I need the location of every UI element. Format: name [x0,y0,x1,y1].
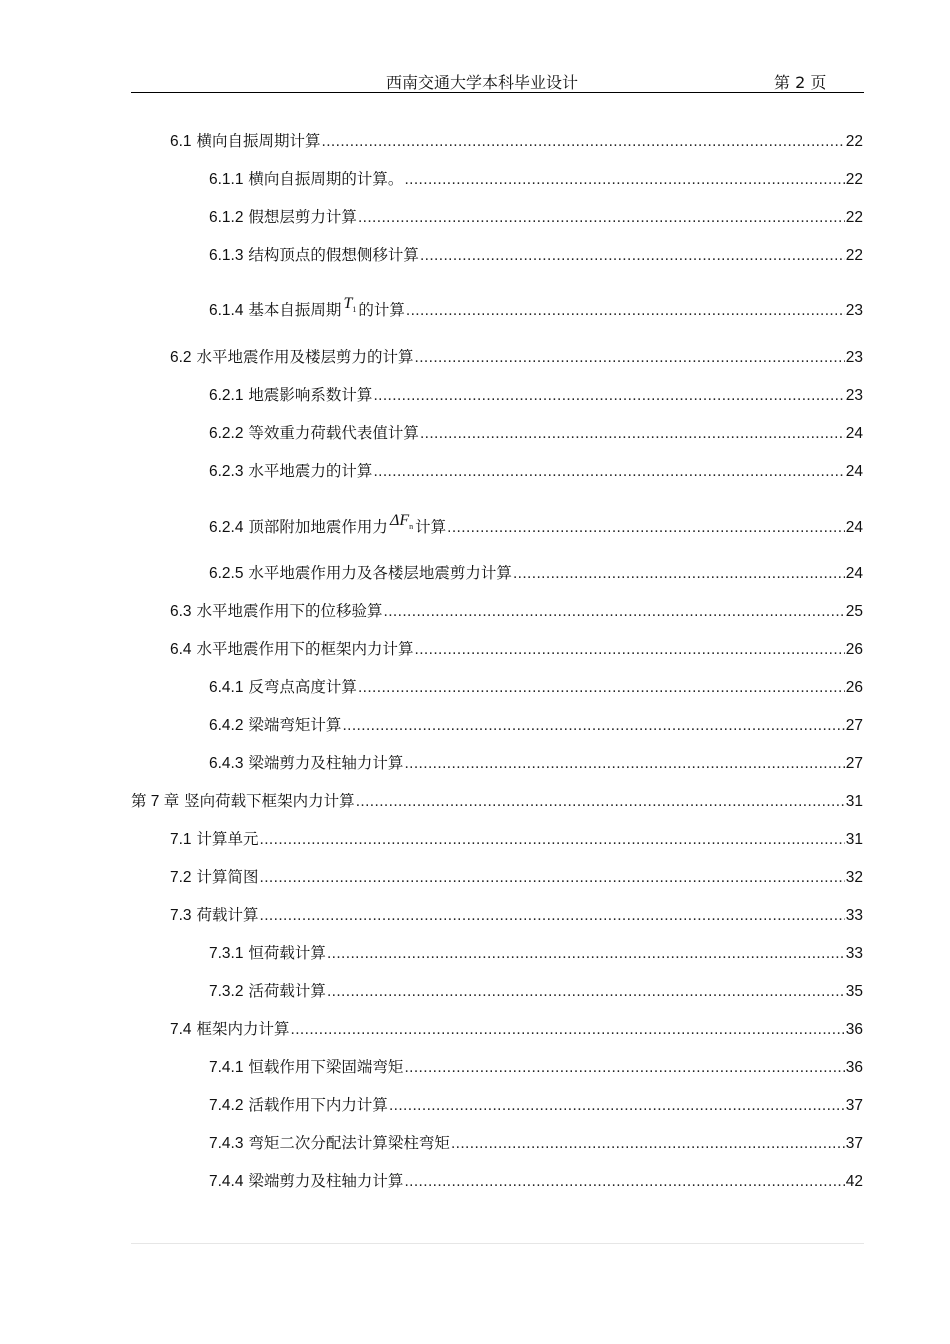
toc-entry-number: 6.1.4 [209,302,244,319]
toc-entry-label: 横向自振周期的计算。 [248,170,404,188]
toc-entry-label: 计算简图 [196,868,259,886]
toc-entry-page-number: 42 [845,1173,863,1190]
toc-entry-page-number: 33 [845,907,863,924]
toc-entry-number: 7.4.2 [209,1097,244,1114]
toc-entry-number: 6.1.2 [209,209,244,226]
toc-entry-label: 基本自振周期 [248,301,342,319]
toc-entry-label: 恒载作用下梁固端弯矩 [248,1058,404,1076]
header-page-number: 第 2 页 [774,73,827,92]
toc-entry[interactable] [170,599,863,621]
toc-entry-dot-leader [358,679,845,697]
toc-entry[interactable] [209,383,863,405]
toc-entry-dot-leader [327,983,845,1001]
toc-entry-page-number: 22 [845,133,863,150]
toc-entry[interactable] [209,512,863,537]
toc-entry-dot-leader [447,519,845,537]
toc-entry-number: 7.3.2 [209,983,244,1000]
toc-entry-number: 第 7 章 [131,793,180,810]
toc-entry-number: 7.4.4 [209,1173,244,1190]
toc-entry-number: 6.4.2 [209,717,244,734]
toc-entry-page-number: 22 [845,247,863,264]
toc-entry-number: 6.1.1 [209,171,244,188]
toc-entry-label: 顶部附加地震作用力 [248,518,388,536]
toc-entry[interactable] [170,827,863,849]
toc-entry[interactable] [209,1169,863,1191]
toc-entry[interactable] [209,675,863,697]
toc-entry[interactable] [209,205,863,227]
toc-entry-dot-leader [513,565,845,583]
toc-entry-dot-leader [384,603,845,621]
toc-entry[interactable] [170,865,863,887]
toc-entry-label: 恒荷载计算 [248,944,326,962]
toc-entry-label: 弯矩二次分配法计算梁柱弯矩 [248,1134,450,1152]
toc-entry-dot-leader [356,793,845,811]
toc-entry[interactable] [170,129,863,151]
toc-entry-dot-leader [415,641,845,659]
toc-entry-label: 活荷载计算 [248,982,326,1000]
toc-entry[interactable] [209,421,863,443]
toc-entry-page-number: 35 [845,983,863,1000]
toc-entry-page-number: 25 [845,603,863,620]
toc-entry-number: 6.2.2 [209,425,244,442]
toc-entry-dot-leader [260,869,845,887]
toc-entry-label: 荷载计算 [196,906,259,924]
toc-entry[interactable] [209,979,863,1001]
toc-entry-dot-leader [451,1135,845,1153]
toc-entry-number: 6.2.3 [209,463,244,480]
toc-entry-page-number: 31 [845,793,863,810]
toc-entry-page-number: 32 [845,869,863,886]
toc-entry-dot-leader [415,349,845,367]
toc-entry[interactable] [170,903,863,925]
toc-entry-dot-leader [291,1021,845,1039]
toc-entry-page-number: 36 [845,1059,863,1076]
toc-entry-page-number: 23 [845,387,863,404]
toc-entry-dot-leader [260,831,845,849]
toc-entry-dot-leader [404,1059,844,1077]
toc-entry-number: 6.2 [170,349,192,366]
toc-entry-dot-leader [404,1173,844,1191]
toc-entry-number: 6.1 [170,133,192,150]
toc-entry-number: 7.3.1 [209,945,244,962]
toc-entry[interactable] [209,295,863,320]
toc-entry-page-number: 22 [845,209,863,226]
toc-entry-label: 梁端剪力及柱轴力计算 [248,754,404,772]
toc-entry[interactable] [170,1017,863,1039]
toc-entry-label: 竖向荷载下框架内力计算 [184,792,355,810]
toc-entry-number: 7.1 [170,831,192,848]
toc-entry-math-symbol: $T_1$ [343,295,357,315]
toc-entry-number: 6.4.1 [209,679,244,696]
toc-entry-dot-leader [389,1097,845,1115]
toc-entry[interactable] [209,167,863,189]
toc-entry-number: 6.1.3 [209,247,244,264]
toc-entry-label-suffix: 的计算 [358,301,405,319]
toc-entry-number: 6.2.5 [209,565,244,582]
toc-entry-page-number: 26 [845,679,863,696]
toc-entry[interactable] [131,789,863,811]
toc-entry-label: 假想层剪力计算 [248,208,357,226]
toc-entry-page-number: 24 [845,519,863,536]
toc-entry-dot-leader [342,717,844,735]
toc-entry-label: 水平地震作用下的位移验算 [196,602,383,620]
toc-entry-label: 水平地震力的计算 [248,462,373,480]
toc-entry[interactable] [209,459,863,481]
toc-entry[interactable] [209,1093,863,1115]
page-header [131,70,864,93]
toc-entry-page-number: 33 [845,945,863,962]
toc-entry-label: 反弯点高度计算 [248,678,357,696]
toc-entry-number: 7.2 [170,869,192,886]
toc-entry-dot-leader [420,247,845,265]
toc-entry-number: 6.4.3 [209,755,244,772]
toc-entry-dot-leader [358,209,845,227]
toc-entry-dot-leader [404,755,844,773]
toc-entry-dot-leader [406,302,845,320]
toc-entry-dot-leader [420,425,845,443]
toc-entry[interactable] [209,561,863,583]
toc-entry-dot-leader [404,171,844,189]
toc-entry-page-number: 24 [845,565,863,582]
toc-entry-label: 水平地震作用下的框架内力计算 [196,640,414,658]
toc-entry-page-number: 22 [845,171,863,188]
toc-entry-page-number: 24 [845,425,863,442]
toc-entry-dot-leader [260,907,845,925]
toc-entry-label: 水平地震作用力及各楼层地震剪力计算 [248,564,512,582]
toc-entry-math-symbol: $\Delta F_n$ [389,512,414,532]
toc-entry-label: 框架内力计算 [196,1020,290,1038]
toc-entry-number: 7.3 [170,907,192,924]
toc-entry-label: 梁端弯矩计算 [248,716,342,734]
toc-entry-page-number: 37 [845,1135,863,1152]
toc-entry-page-number: 27 [845,717,863,734]
toc-entry-page-number: 37 [845,1097,863,1114]
toc-entry-page-number: 23 [845,349,863,366]
toc-entry-number: 7.4 [170,1021,192,1038]
toc-entry-page-number: 36 [845,1021,863,1038]
toc-entry-dot-leader [322,133,845,151]
toc-entry-page-number: 24 [845,463,863,480]
header-title: 西南交通大学本科毕业设计 [386,73,579,92]
toc-entry-number: 6.2.1 [209,387,244,404]
toc-entry-number: 6.4 [170,641,192,658]
toc-entry-page-number: 27 [845,755,863,772]
footer-divider [131,1243,864,1244]
toc-entry-label: 活载作用下内力计算 [248,1096,388,1114]
toc-entry[interactable] [170,345,863,367]
toc-entry-label: 地震影响系数计算 [248,386,373,404]
toc-entry[interactable] [209,1131,863,1153]
toc-entry-label: 计算单元 [196,830,259,848]
toc-entry-number: 6.3 [170,603,192,620]
toc-entry-page-number: 31 [845,831,863,848]
toc-entry[interactable] [209,713,863,735]
toc-entry-number: 7.4.1 [209,1059,244,1076]
toc-entry-label: 横向自振周期计算 [196,132,321,150]
toc-entry-label: 结构顶点的假想侧移计算 [248,246,419,264]
toc-entry-label-suffix: 计算 [415,518,447,536]
toc-entry-page-number: 23 [845,302,863,319]
toc-entry[interactable] [170,637,863,659]
toc-entry[interactable] [209,751,863,773]
toc-entry-dot-leader [373,387,844,405]
toc-entry-dot-leader [327,945,845,963]
toc-entry-label: 梁端剪力及柱轴力计算 [248,1172,404,1190]
toc-entry-number: 6.2.4 [209,519,244,536]
toc-entry-dot-leader [373,463,844,481]
toc-entry[interactable] [209,243,863,265]
toc-entry[interactable] [209,1055,863,1077]
toc-entry[interactable] [209,941,863,963]
toc-entry-label: 水平地震作用及楼层剪力的计算 [196,348,414,366]
toc-entry-label: 等效重力荷载代表值计算 [248,424,419,442]
toc-entry-page-number: 26 [845,641,863,658]
toc-entry-number: 7.4.3 [209,1135,244,1152]
